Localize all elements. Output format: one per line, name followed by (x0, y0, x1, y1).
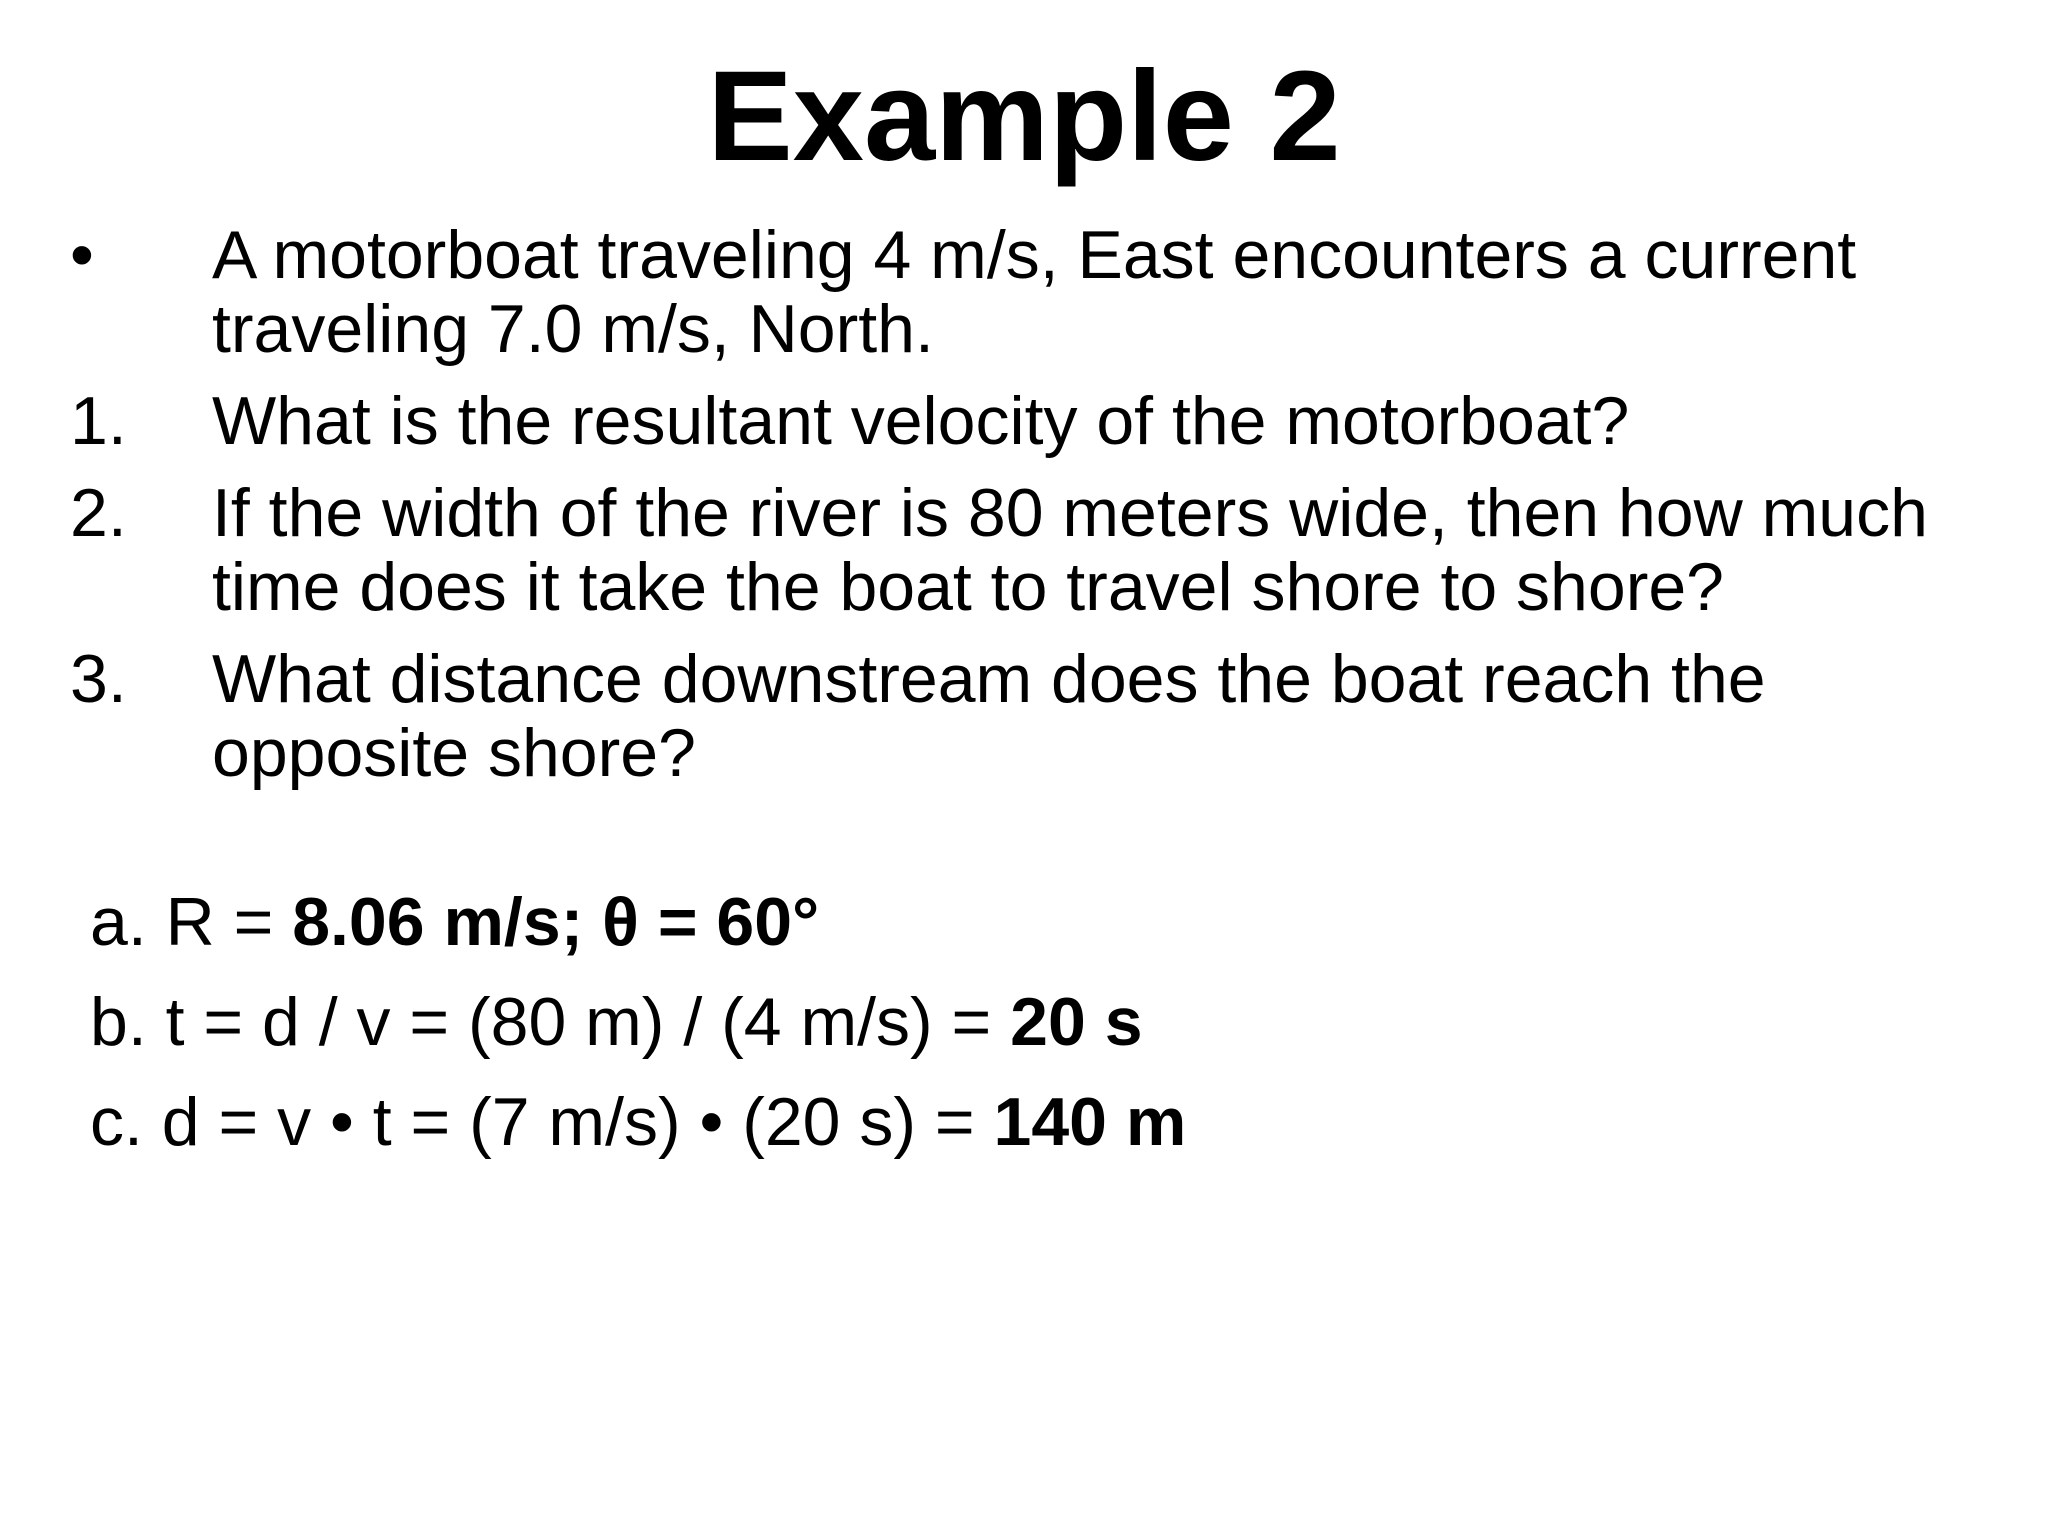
question-text-line: time does it take the boat to travel shore to shore? (212, 549, 1724, 625)
answer-result: 140 m (993, 1084, 1187, 1160)
question-text-line: What is the resultant velocity of the motorboat? (212, 383, 1630, 459)
question-text (212, 642, 2012, 790)
problem-text-line: A motorboat traveling 4 m/s, East encounters a current (212, 217, 1857, 293)
question-number: 2. (70, 475, 127, 551)
question-text (212, 384, 2012, 458)
answer-expression: b. t = d / v = (80 m) / (4 m/s) = (90, 984, 1011, 1060)
question-text-line: opposite shore? (212, 715, 696, 791)
bullet-marker: • (70, 217, 94, 293)
answer-b (90, 985, 1143, 1059)
problem-text (212, 218, 2012, 366)
answer-a (90, 885, 819, 959)
answer-expression: a. R = (90, 884, 293, 960)
slide-title: Example 2 (707, 45, 1341, 188)
answer-result: 8.06 m/s; θ = 60° (292, 884, 820, 960)
question-text (212, 476, 2012, 624)
question-text-line: What distance downstream does the boat reach the (212, 641, 1766, 717)
answer-result: 20 s (1010, 984, 1143, 1060)
question-number: 3. (70, 641, 127, 717)
question-number: 1. (70, 383, 127, 459)
answer-expression: c. d = v • t = (7 m/s) • (20 s) = (90, 1084, 994, 1160)
question-text-line: If the width of the river is 80 meters wide, then how much (212, 475, 1928, 551)
problem-text-line: traveling 7.0 m/s, North. (212, 291, 934, 367)
answer-c (90, 1085, 1186, 1159)
